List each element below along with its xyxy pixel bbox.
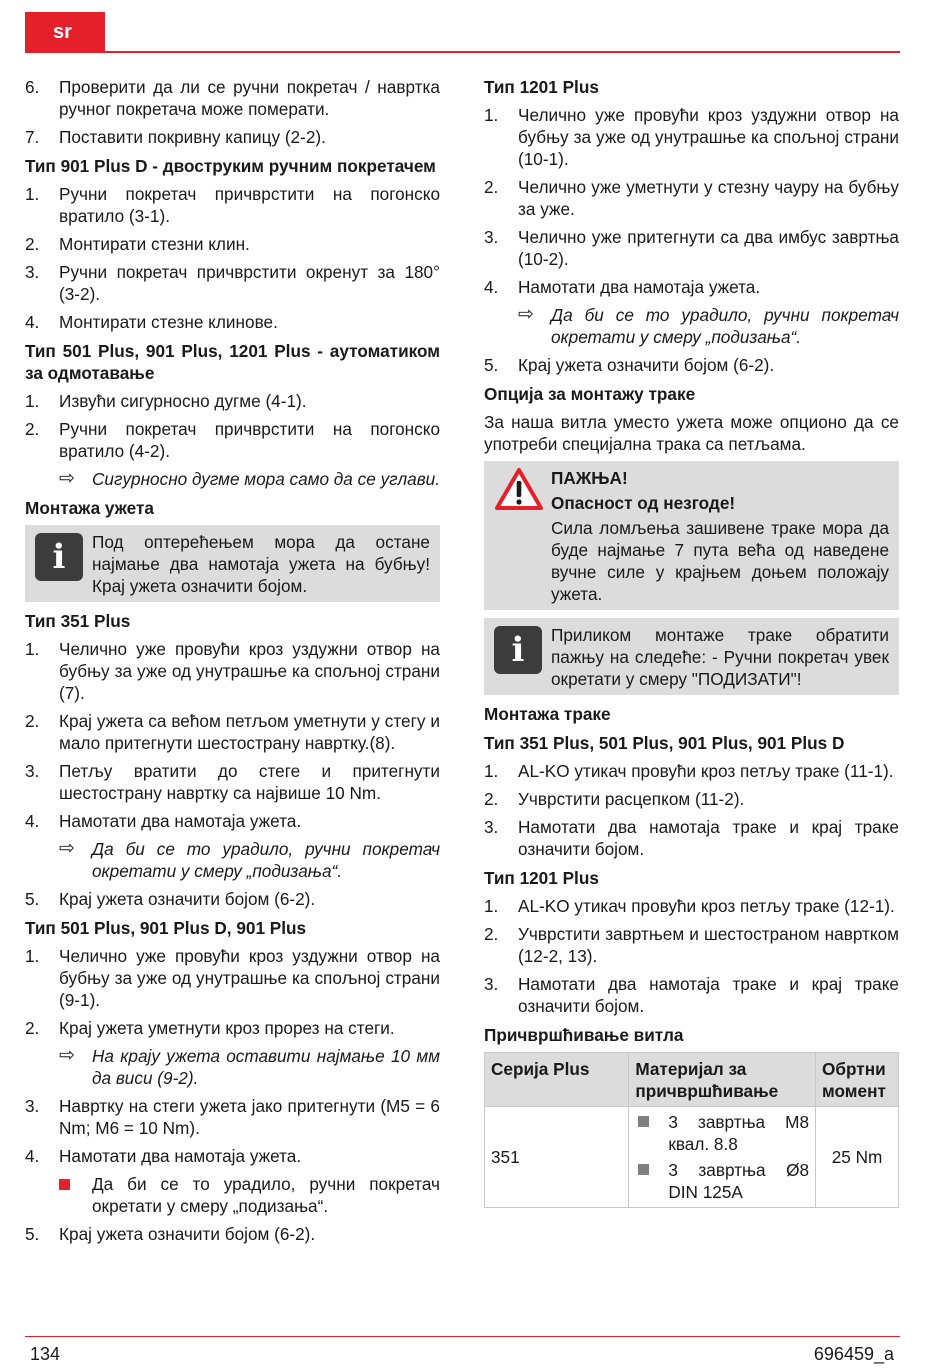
list-item: 4. Намотати два намотаја ужета. [25, 1146, 302, 1166]
header-rule [25, 51, 900, 53]
section-heading: Опција за монтажу траке [484, 384, 696, 404]
list-item: 3. Петљу вратити до стеге и притегнути шестострану навртку са највише 10 Nm. [25, 761, 440, 803]
red-square-bullet-icon [59, 1179, 70, 1190]
result-arrow-icon: ⇨ [518, 304, 534, 325]
language-tab [25, 12, 105, 52]
result-arrow-icon: ⇨ [59, 468, 75, 489]
table-header-cell: Материјал за причвршћивање [629, 1053, 816, 1107]
list-item: 3. Челично уже притегнути са два имбус завртња (10-2). [484, 227, 899, 269]
info-box: i Под оптерећењем мора да остане најмање два намотаја ужета на бубњу! Крај ужета означити бојом. [25, 525, 440, 602]
list-item: 2. Ручни покретач причврстити на погонско вратило (4-2). [25, 419, 440, 461]
section-heading: Монтажа ужета [25, 498, 154, 518]
result-note: ⇨ Сигурносно дугме мора само да се углави. [59, 468, 441, 489]
section-heading: Тип 1201 Plus [484, 77, 599, 97]
page-number: 134 [30, 1344, 61, 1364]
section-heading: Тип 501 Plus, 901 Plus D, 901 Plus [25, 918, 307, 938]
list-item: 3. Ручни покретач причврстити окренут за 180° (3-2). [25, 262, 440, 304]
document-code: 696459_a [813, 1344, 894, 1364]
list-item: 7. Поставити покривну капицу (2-2). [25, 127, 326, 147]
list-item: 5. Крај ужета означити бојом (6-2). [484, 355, 775, 375]
language-code: sr [53, 21, 72, 43]
result-arrow-icon: ⇨ [59, 838, 75, 859]
section-heading: Тип 1201 Plus [484, 868, 599, 888]
grey-square-bullet-icon [638, 1164, 649, 1175]
list-item: 5. Крај ужета означити бојом (6-2). [25, 889, 316, 909]
table-header-cell: Обртни момент [816, 1053, 899, 1107]
list-item: 1. Челично уже провући кроз уздужни отвор на бубњу за уже од унутрашње ка спољној страни (7). [25, 639, 440, 703]
table-header-cell: Серија Plus [485, 1053, 629, 1107]
list-item: 6. Проверити да ли се ручни покретач / навртка ручног покретача може померати. [25, 77, 440, 119]
list-item: 4. Монтирати стезне клинове. [25, 312, 278, 332]
list-item: 5. Крај ужета означити бојом (6-2). [25, 1224, 316, 1244]
grey-square-bullet-icon [638, 1116, 649, 1127]
mounting-table [484, 1052, 899, 1208]
list-item: 2. Учврстити завртњем и шестостраном навртком (12-2, 13). [484, 924, 899, 966]
list-item: 4. Намотати два намотаја ужета. [484, 277, 761, 297]
warning-box [484, 461, 899, 610]
list-item: 2. Крај ужета са већом петљом уметнути у стегу и мало притегнути шестострану навртку.(8). [25, 711, 440, 753]
list-item: 2. Крај ужета уметнути кроз прорез на стеги. [25, 1018, 395, 1038]
list-item: 2. Монтирати стезни клин. [25, 234, 250, 254]
right-column [484, 76, 899, 1208]
table-cell-material: 3 завртња M8 квал. 8.8 3 завртња Ø8 DIN 125A [629, 1107, 816, 1208]
info-icon: i [494, 626, 542, 674]
list-item: 3. Намотати два намотаја траке и крај траке означити бојом. [484, 817, 899, 859]
list-item: 1. Челично уже провући кроз уздужни отвор на бубњу за уже од унутрашње ка спољној страни (10-1). [484, 105, 899, 169]
table-header-row [485, 1053, 899, 1107]
warning-text: Сила ломљења зашивене траке мора да буде најмање 7 пута већа од наведене вучне силе у крајњем доњем положају ужета. [551, 518, 889, 604]
list-item: 1. Ручни покретач причврстити на погонско вратило (3-1). [25, 184, 440, 226]
section-heading: Тип 351 Plus, 501 Plus, 901 Plus, 901 Plus D [484, 733, 845, 753]
info-box: i Приликом монтаже траке обратити пажњу на следеће: - Ручни покретач увек окретати у смеру "ПОДИЗАТИ"! [484, 618, 899, 695]
section-heading: Причвршћивање витла [484, 1025, 684, 1045]
warning-title: ПАЖЊА! [551, 468, 628, 488]
table-cell-torque: 25 Nm [816, 1107, 899, 1208]
steps-list [25, 76, 440, 148]
section-heading: Монтажа траке [484, 704, 611, 724]
section-heading: Тип 901 Plus D - двоструким ручним покретачем [25, 156, 436, 176]
info-icon: i [35, 533, 83, 581]
result-note: ⇨ На крају ужета оставити најмање 10 мм да виси (9-2). [59, 1045, 440, 1088]
left-column [25, 76, 440, 1251]
table-row [485, 1107, 899, 1208]
list-item: 1. AL-KO утикач провући кроз петљу траке (12-1). [484, 896, 895, 916]
result-arrow-icon: ⇨ [59, 1045, 75, 1066]
list-item: 3. Навртку на стеги ужета јако притегнути (M5 = 6 Nm; M6 = 10 Nm). [25, 1096, 440, 1138]
section-heading: Тип 501 Plus, 901 Plus, 1201 Plus - аутоматиком за одмотавање [25, 341, 440, 383]
result-note: ⇨ Да би се то урадило, ручни покретач окретати у смеру „подизања“. [518, 304, 899, 347]
paragraph: За наша витла уместо ужета може опционо да се употреби специјална трака са петљама. [484, 412, 899, 454]
table-cell-series: 351 [485, 1107, 629, 1208]
section-heading: Тип 351 Plus [25, 611, 131, 631]
bullet-note: Да би се то урадило, ручни покретач окретати у смеру „подизања“. [59, 1173, 440, 1217]
list-item: 1. AL-KO утикач провући кроз петљу траке (11-1). [484, 761, 894, 781]
list-item: 1. Извући сигурносно дугме (4-1). [25, 391, 307, 411]
footer-rule [25, 1336, 900, 1337]
list-item: 1. Челично уже провући кроз уздужни отвор на бубњу за уже од унутрашње ка спољној страни (9-1). [25, 946, 440, 1010]
list-item: 3. Намотати два намотаја траке и крај траке означити бојом. [484, 974, 899, 1016]
list-item: 2. Учврстити расцепком (11-2). [484, 789, 745, 809]
warning-subtitle: Опасност од незгоде! [551, 493, 736, 513]
list-item: 2. Челично уже уметнути у стезну чауру на бубњу за уже. [484, 177, 899, 219]
warning-triangle-icon [494, 467, 544, 511]
result-note: ⇨ Да би се то урадило, ручни покретач окретати у смеру „подизања“. [59, 838, 440, 881]
list-item: 4. Намотати два намотаја ужета. [25, 811, 302, 831]
